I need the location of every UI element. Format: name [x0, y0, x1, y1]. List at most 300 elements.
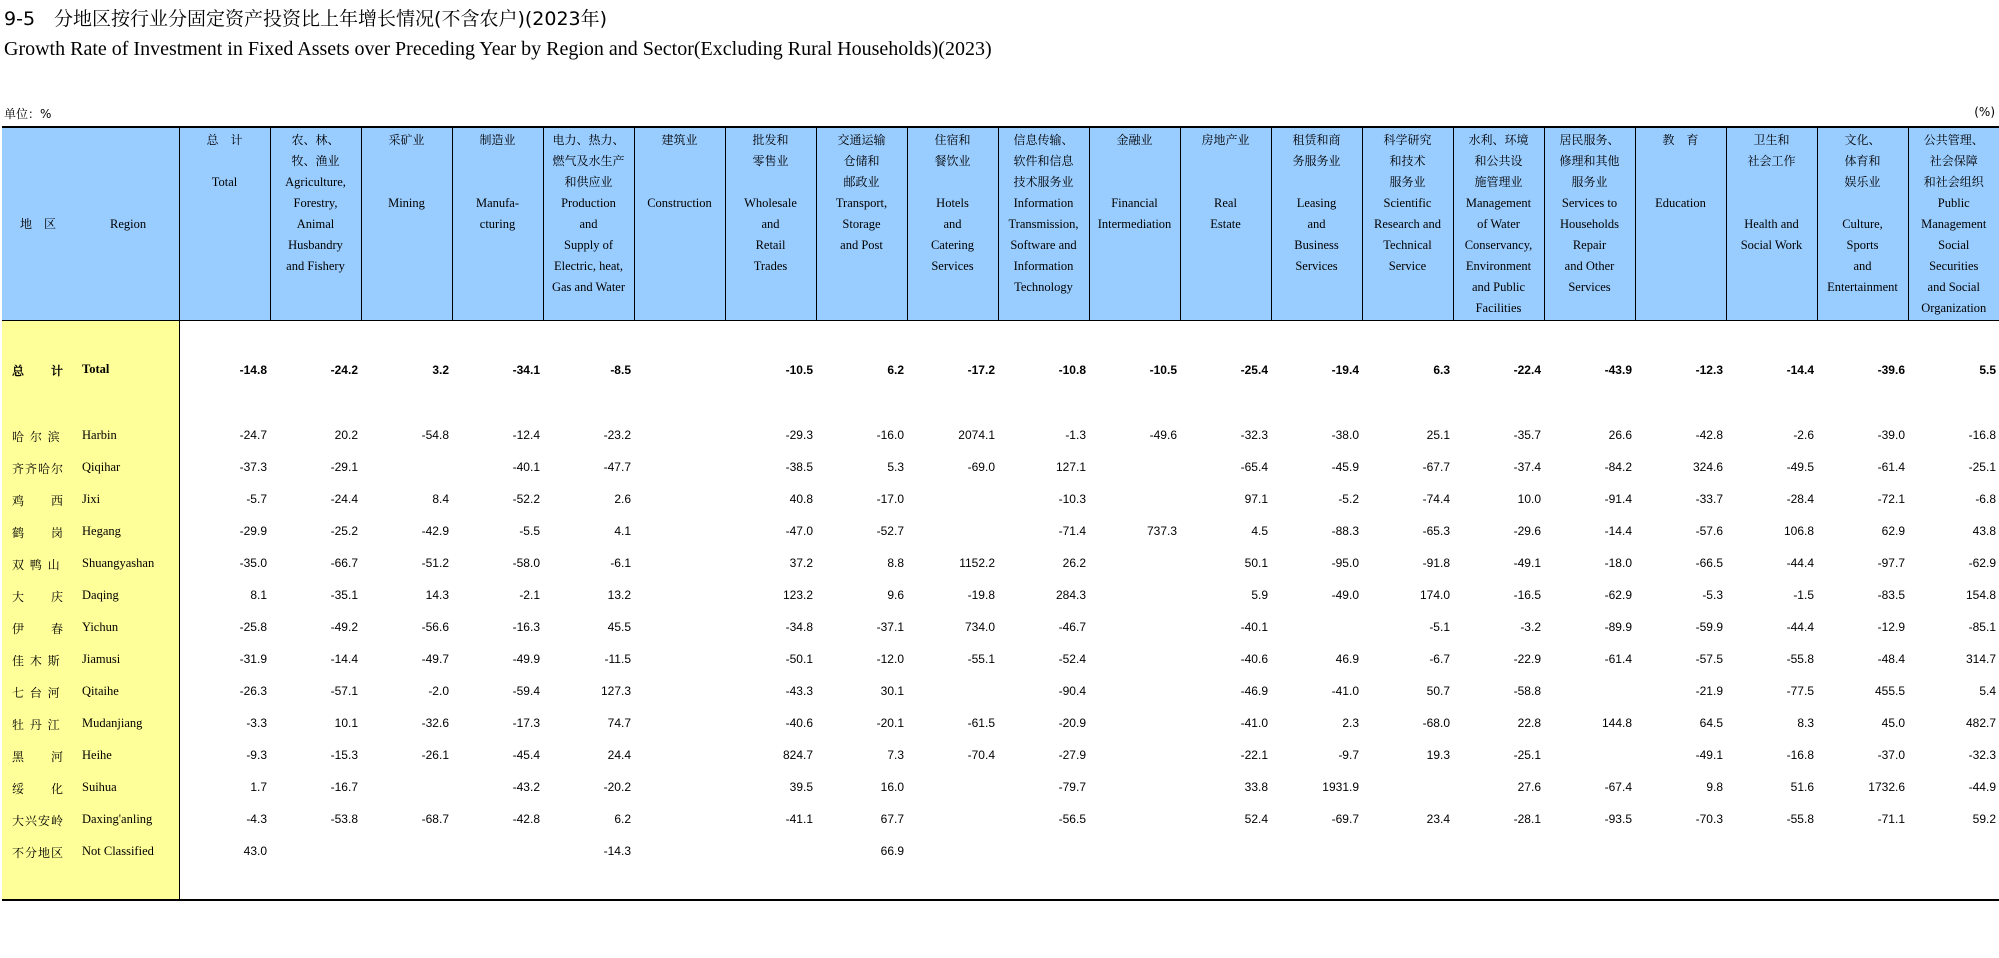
value-cell: -8.5 [610, 363, 631, 377]
region-cell [2, 771, 179, 803]
column-header-en: Transport, Storage and Post [835, 196, 888, 252]
empty-cell [452, 321, 543, 354]
value-cell: -93.5 [1604, 812, 1632, 826]
value-cell: 97.1 [1244, 492, 1268, 506]
value-cell: -3.2 [1520, 620, 1541, 634]
column-header-cn: 金融业 [1116, 133, 1153, 147]
value-cell: -10.8 [1058, 363, 1086, 377]
value-cell [1544, 739, 1635, 771]
value-cell [1180, 835, 1271, 867]
value-cell: -49.2 [330, 620, 358, 634]
empty-cell [1271, 867, 1362, 900]
region-name-en: Daxing'anling [82, 812, 153, 826]
empty-cell [179, 321, 270, 354]
column-header-en: Education [1655, 196, 1706, 210]
value-cell [725, 835, 816, 867]
value-cell [1089, 707, 1180, 739]
value-cell [1544, 675, 1635, 707]
value-cell: 2.3 [1342, 716, 1359, 730]
table-row [2, 835, 1999, 867]
value-cell: 27.6 [1517, 780, 1541, 794]
column-header [634, 127, 725, 321]
value-cell: -58.0 [512, 556, 540, 570]
value-cell: 314.7 [1965, 652, 1996, 666]
value-cell: 1152.2 [959, 556, 995, 570]
region-cell [2, 707, 179, 739]
value-cell: -53.8 [330, 812, 358, 826]
region-name-cn: 伊 春 [12, 622, 65, 636]
value-cell: -16.8 [1786, 748, 1814, 762]
value-cell: -61.4 [1604, 652, 1632, 666]
value-cell: -29.1 [330, 460, 358, 474]
column-header-en: Information Transmission, Software and Information Technology [1008, 196, 1079, 294]
column-header-cn: 租赁和商 务服务业 [1292, 133, 1341, 168]
value-cell: 67.7 [880, 812, 904, 826]
column-header-en: Health and Social Work [1740, 217, 1803, 252]
column-header-cn: 采矿业 [388, 133, 425, 147]
empty-cell [1908, 387, 1999, 419]
value-cell: 50.7 [1426, 684, 1450, 698]
value-cell: 4.1 [614, 524, 631, 538]
value-cell: -26.1 [421, 748, 449, 762]
value-cell: 30.1 [880, 684, 904, 698]
value-cell: 324.6 [1692, 460, 1723, 474]
value-cell [1453, 835, 1544, 867]
value-cell: -65.3 [1422, 524, 1450, 538]
empty-cell [1180, 321, 1271, 354]
value-cell: -16.5 [1513, 588, 1541, 602]
region-cell [2, 387, 179, 419]
value-cell: 74.7 [607, 716, 631, 730]
value-cell: -44.4 [1786, 556, 1814, 570]
value-cell: -14.3 [603, 844, 631, 858]
empty-cell [1453, 867, 1544, 900]
value-cell [634, 739, 725, 771]
value-cell [1089, 643, 1180, 675]
value-cell: -91.8 [1422, 556, 1450, 570]
empty-cell [179, 387, 270, 419]
empty-cell [452, 867, 543, 900]
region-cell [2, 739, 179, 771]
value-cell [1089, 579, 1180, 611]
region-cell [2, 643, 179, 675]
value-cell: 37.2 [789, 556, 813, 570]
empty-cell [1089, 867, 1180, 900]
empty-cell [1362, 387, 1453, 419]
value-cell: 4.5 [1251, 524, 1268, 538]
value-cell: 127.1 [1055, 460, 1086, 474]
value-cell: -35.7 [1513, 428, 1541, 442]
region-cell [2, 867, 179, 900]
value-cell: -1.3 [1065, 428, 1086, 442]
value-cell: -32.6 [421, 716, 449, 730]
value-cell: -66.7 [330, 556, 358, 570]
region-name-en: Not Classified [82, 844, 154, 858]
value-cell [998, 835, 1089, 867]
value-cell: -40.1 [1240, 620, 1268, 634]
value-cell: -77.5 [1786, 684, 1814, 698]
value-cell: -17.0 [876, 492, 904, 506]
table-row [2, 547, 1999, 579]
empty-cell [907, 321, 998, 354]
value-cell [1089, 675, 1180, 707]
value-cell [907, 771, 998, 803]
value-cell: -84.2 [1604, 460, 1632, 474]
column-header-en: Scientific Research and Technical Service [1374, 196, 1441, 273]
value-cell [361, 835, 452, 867]
value-cell: -40.6 [785, 716, 813, 730]
value-cell: 43.8 [1972, 524, 1996, 538]
value-cell: -23.2 [603, 428, 631, 442]
region-cell [2, 803, 179, 835]
value-cell: -5.1 [1429, 620, 1450, 634]
value-cell: 5.3 [887, 460, 904, 474]
empty-cell [1544, 867, 1635, 900]
value-cell: 23.4 [1426, 812, 1450, 826]
region-name-cn: 佳 木 斯 [12, 654, 61, 668]
column-header [452, 127, 543, 321]
value-cell: -33.7 [1695, 492, 1723, 506]
value-cell: 127.3 [600, 684, 631, 698]
empty-cell [725, 321, 816, 354]
value-cell [907, 515, 998, 547]
region-name-cn: 大 庆 [12, 590, 65, 604]
value-cell: 26.2 [1062, 556, 1086, 570]
column-header [907, 127, 998, 321]
value-cell: 3.2 [432, 363, 449, 377]
column-header [1089, 127, 1180, 321]
value-cell: -62.9 [1604, 588, 1632, 602]
value-cell [1635, 835, 1726, 867]
unit-label: 单位：% [4, 107, 52, 121]
value-cell: -44.9 [1968, 780, 1996, 794]
value-cell: -42.8 [1695, 428, 1723, 442]
column-header-en: Hotels and Catering Services [930, 196, 975, 273]
column-header-en: Management of Water Conservancy, Environment and Public Facilities [1464, 196, 1533, 315]
column-header-en: Total [211, 175, 238, 189]
value-cell: 734.0 [964, 620, 995, 634]
column-header [543, 127, 634, 321]
empty-cell [998, 321, 1089, 354]
value-cell: -39.6 [1877, 363, 1905, 377]
empty-cell [725, 387, 816, 419]
value-cell: -2.0 [428, 684, 449, 698]
value-cell: -58.8 [1513, 684, 1541, 698]
empty-cell [1817, 321, 1908, 354]
table-row [2, 451, 1999, 483]
value-cell [907, 835, 998, 867]
value-cell: -22.4 [1513, 363, 1541, 377]
value-cell: 106.8 [1783, 524, 1814, 538]
region-name-cn: 大兴安岭 [12, 814, 65, 828]
empty-cell [816, 867, 907, 900]
column-header-en: Leasing and Business Services [1294, 196, 1339, 273]
region-cell [2, 515, 179, 547]
value-cell: -14.8 [239, 363, 267, 377]
value-cell: 16.0 [880, 780, 904, 794]
table-row [2, 771, 1999, 803]
empty-cell [361, 867, 452, 900]
value-cell [634, 353, 725, 387]
value-cell: -43.3 [785, 684, 813, 698]
value-cell: 8.8 [887, 556, 904, 570]
region-name-en: Yichun [82, 620, 119, 634]
value-cell: -95.0 [1331, 556, 1359, 570]
value-cell: 13.2 [607, 588, 631, 602]
value-cell [1271, 835, 1362, 867]
value-cell [1089, 835, 1180, 867]
region-cell [2, 675, 179, 707]
region-name-cn: 总 计 [12, 364, 65, 378]
value-cell: -26.3 [239, 684, 267, 698]
empty-cell [543, 867, 634, 900]
value-cell: -41.0 [1331, 684, 1359, 698]
empty-cell [1544, 321, 1635, 354]
value-cell: -59.4 [512, 684, 540, 698]
column-header-en: Public Management Social Securities and Social Organization [1921, 196, 1987, 315]
value-cell: -25.2 [330, 524, 358, 538]
value-cell: 9.6 [887, 588, 904, 602]
value-cell: -38.5 [785, 460, 813, 474]
value-cell: -12.0 [876, 652, 904, 666]
value-cell [1089, 547, 1180, 579]
value-cell: -62.9 [1968, 556, 1996, 570]
value-cell: 154.8 [1965, 588, 1996, 602]
empty-cell [1271, 387, 1362, 419]
column-header-cn: 农、林、 牧、渔业 [291, 133, 340, 168]
value-cell: -10.3 [1058, 492, 1086, 506]
value-cell [634, 771, 725, 803]
value-cell: 45.5 [607, 620, 631, 634]
empty-cell [179, 867, 270, 900]
value-cell: -44.4 [1786, 620, 1814, 634]
column-header-cn: 批发和 零售业 [752, 133, 789, 168]
empty-cell [1635, 387, 1726, 419]
value-cell: 123.2 [782, 588, 813, 602]
value-cell: -5.5 [519, 524, 540, 538]
value-cell [634, 579, 725, 611]
column-header-en: Wholesale and Retail Trades [744, 196, 797, 273]
value-cell: 43.0 [243, 844, 267, 858]
value-cell: -12.3 [1695, 363, 1723, 377]
column-header [361, 127, 452, 321]
value-cell: -6.8 [1975, 492, 1996, 506]
empty-cell [361, 387, 452, 419]
empty-cell [543, 387, 634, 419]
value-cell: -37.1 [876, 620, 904, 634]
empty-cell [270, 867, 361, 900]
value-cell: 46.9 [1335, 652, 1359, 666]
empty-cell [1180, 867, 1271, 900]
value-cell: -35.1 [330, 588, 358, 602]
value-cell: -49.7 [421, 652, 449, 666]
value-cell: -16.0 [876, 428, 904, 442]
value-cell: -10.5 [785, 363, 813, 377]
region-name-cn: 黑 河 [12, 750, 65, 764]
value-cell: -16.7 [330, 780, 358, 794]
value-cell [634, 835, 725, 867]
region-name-en: Suihua [82, 780, 117, 794]
value-cell: 62.9 [1881, 524, 1905, 538]
region-name-cn: 绥 化 [12, 782, 65, 796]
value-cell: -21.9 [1695, 684, 1723, 698]
value-cell: 19.3 [1426, 748, 1450, 762]
value-cell: -29.3 [785, 428, 813, 442]
empty-cell [543, 321, 634, 354]
value-cell: -1.5 [1793, 588, 1814, 602]
table-row [2, 579, 1999, 611]
value-cell [634, 611, 725, 643]
empty-cell [1635, 867, 1726, 900]
value-cell: 25.1 [1426, 428, 1450, 442]
page-title-en: Growth Rate of Investment in Fixed Assets over Preceding Year by Region and Sector(Excluding Rural Households)(2023) [4, 38, 992, 60]
value-cell: -55.8 [1786, 812, 1814, 826]
column-header [1544, 127, 1635, 321]
value-cell: -69.7 [1331, 812, 1359, 826]
value-cell: -43.2 [512, 780, 540, 794]
value-cell: 50.1 [1244, 556, 1268, 570]
value-cell: 6.3 [1433, 363, 1450, 377]
column-header [1635, 127, 1726, 321]
value-cell: -22.1 [1240, 748, 1268, 762]
value-cell: 64.5 [1699, 716, 1723, 730]
value-cell [270, 835, 361, 867]
value-cell: 10.1 [334, 716, 358, 730]
value-cell: -6.7 [1429, 652, 1450, 666]
value-cell: -56.6 [421, 620, 449, 634]
empty-cell [1726, 867, 1817, 900]
value-cell: -41.0 [1240, 716, 1268, 730]
value-cell: 39.5 [789, 780, 813, 794]
empty-cell [1817, 867, 1908, 900]
value-cell: 737.3 [1146, 524, 1177, 538]
value-cell: -74.4 [1422, 492, 1450, 506]
value-cell: -43.9 [1604, 363, 1632, 377]
empty-cell [1453, 321, 1544, 354]
value-cell: -49.6 [1149, 428, 1177, 442]
value-cell: -28.4 [1786, 492, 1814, 506]
value-cell: -52.7 [876, 524, 904, 538]
region-cell [2, 547, 179, 579]
value-cell [634, 483, 725, 515]
empty-cell [1362, 867, 1453, 900]
value-cell: -83.5 [1877, 588, 1905, 602]
region-name-cn: 齐齐哈尔 [12, 462, 65, 476]
column-header [1908, 127, 1999, 321]
value-cell: 52.4 [1244, 812, 1268, 826]
value-cell: -90.4 [1058, 684, 1086, 698]
value-cell: -9.3 [246, 748, 267, 762]
value-cell: 2074.1 [958, 428, 995, 442]
value-cell: -49.0 [1331, 588, 1359, 602]
spacer-row [2, 867, 1999, 900]
value-cell: -37.3 [239, 460, 267, 474]
value-cell [634, 451, 725, 483]
column-header-cn: 信息传输、 软件和信息 技术服务业 [1013, 133, 1074, 189]
value-cell: -88.3 [1331, 524, 1359, 538]
value-cell [634, 707, 725, 739]
value-cell: -49.5 [1786, 460, 1814, 474]
value-cell: -66.5 [1695, 556, 1723, 570]
value-cell: -40.1 [512, 460, 540, 474]
value-cell: -25.8 [239, 620, 267, 634]
empty-cell [907, 867, 998, 900]
value-cell: 8.3 [1797, 716, 1814, 730]
value-cell: -79.7 [1058, 780, 1086, 794]
column-header-en: Financial Intermediation [1097, 196, 1172, 231]
column-header-en: Production and Supply of Electric, heat, Gas and Water [551, 196, 626, 294]
value-cell [634, 675, 725, 707]
value-cell: -47.7 [603, 460, 631, 474]
value-cell: -46.9 [1240, 684, 1268, 698]
value-cell: -91.4 [1604, 492, 1632, 506]
column-header [1180, 127, 1271, 321]
value-cell: -54.8 [421, 428, 449, 442]
table-row [2, 803, 1999, 835]
value-cell: 5.9 [1251, 588, 1268, 602]
value-cell: -18.0 [1604, 556, 1632, 570]
value-cell: -42.9 [421, 524, 449, 538]
value-cell: -42.8 [512, 812, 540, 826]
column-header-en: Manufa- cturing [475, 196, 520, 231]
value-cell: -48.4 [1877, 652, 1905, 666]
value-cell: -41.1 [785, 812, 813, 826]
value-cell: 26.6 [1608, 428, 1632, 442]
value-cell: -45.9 [1331, 460, 1359, 474]
region-name-cn: 鹤 岗 [12, 526, 65, 540]
value-cell: -10.5 [1149, 363, 1177, 377]
value-cell: -17.2 [967, 363, 995, 377]
table-row [2, 515, 1999, 547]
column-header [1271, 127, 1362, 321]
value-cell: -59.9 [1695, 620, 1723, 634]
value-cell: 51.6 [1790, 780, 1814, 794]
region-name-en: Hegang [82, 524, 121, 538]
empty-cell [270, 387, 361, 419]
value-cell: -12.9 [1877, 620, 1905, 634]
column-header-cn: 交通运输 仓储和 邮政业 [837, 133, 886, 189]
value-cell: -37.4 [1513, 460, 1541, 474]
region-name-cn: 七 台 河 [12, 686, 61, 700]
value-cell: -72.1 [1877, 492, 1905, 506]
value-cell: 284.3 [1055, 588, 1086, 602]
value-cell: -49.1 [1513, 556, 1541, 570]
region-name-cn: 哈 尔 滨 [12, 430, 61, 444]
column-header-cn: 建筑业 [661, 133, 698, 147]
column-header-cn: 住宿和 餐饮业 [934, 133, 971, 168]
region-name-en: Mudanjiang [82, 716, 143, 730]
value-cell: 8.1 [250, 588, 267, 602]
region-name-en: Harbin [82, 428, 117, 442]
value-cell [1726, 835, 1817, 867]
value-cell [1908, 835, 1999, 867]
empty-cell [1271, 321, 1362, 354]
table-row [2, 419, 1999, 451]
value-cell: -45.4 [512, 748, 540, 762]
value-cell: 2.6 [614, 492, 631, 506]
table-row [2, 483, 1999, 515]
value-cell: 7.3 [887, 748, 904, 762]
value-cell: 6.2 [614, 812, 631, 826]
value-cell: -50.1 [785, 652, 813, 666]
value-cell: -25.4 [1240, 363, 1268, 377]
column-header [1362, 127, 1453, 321]
value-cell [1089, 483, 1180, 515]
value-cell: -12.4 [512, 428, 540, 442]
value-cell [1362, 835, 1453, 867]
value-cell: -31.9 [239, 652, 267, 666]
value-cell: -68.7 [421, 812, 449, 826]
